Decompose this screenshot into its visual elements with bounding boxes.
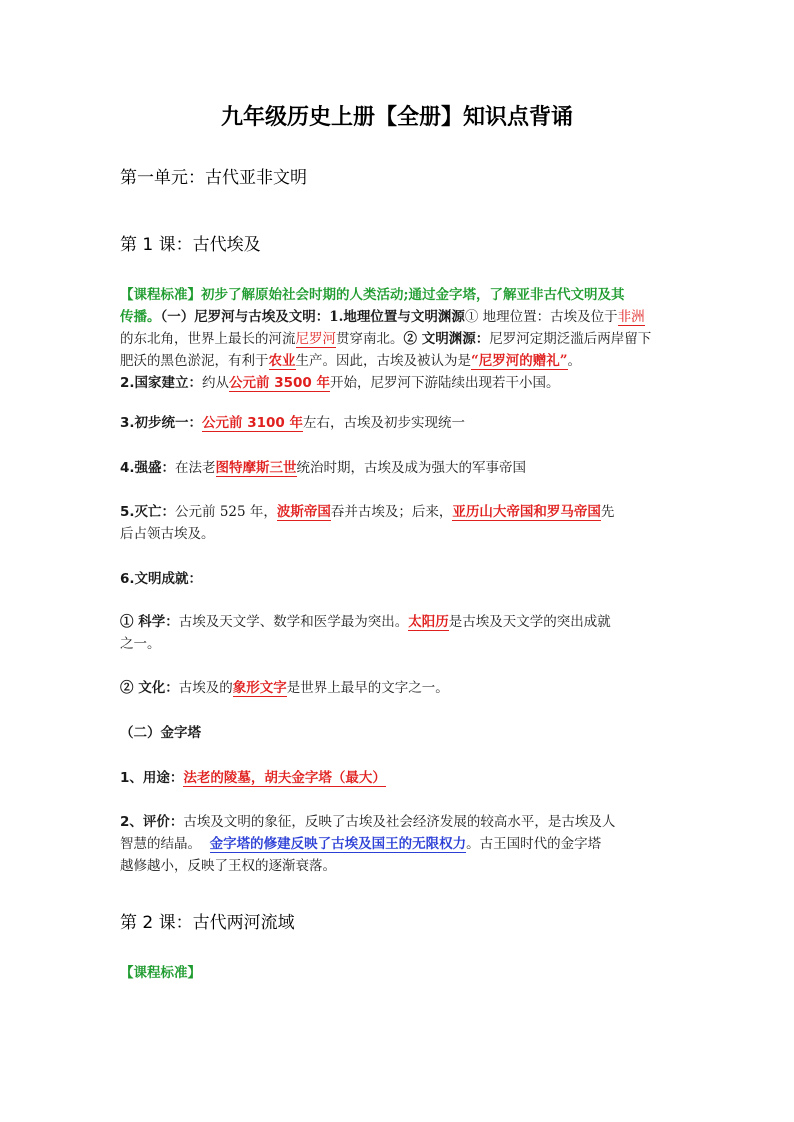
text: 开始，尼罗河下游陆续出现若干小国。 — [330, 375, 560, 391]
text: 的东北角，世界上最长的河流 — [120, 331, 296, 347]
text: 贯穿南北。 — [336, 331, 404, 347]
lesson2-standard: 【课程标准】 — [120, 965, 201, 981]
text: 吞并古埃及；后来， — [330, 504, 453, 520]
keyword-persia: 波斯帝国 — [276, 504, 331, 520]
text: 在法老 — [175, 460, 216, 476]
subsection-heading: 1.地理位置与文明渊源 — [329, 309, 465, 325]
subsection-heading: ② 文明渊源： — [403, 331, 490, 347]
section-heading: （一）尼罗河与古埃及文明： — [160, 309, 330, 325]
text: 左右，古埃及初步实现统一 — [303, 415, 466, 431]
text: 公元前 525 年， — [175, 504, 277, 520]
point-label: ① 科学： — [120, 614, 179, 630]
point-label: 1、用途： — [120, 770, 184, 786]
point-label: 5.灭亡： — [120, 504, 176, 520]
text: 先 — [600, 504, 615, 520]
point-label: 6.文明成就： — [120, 571, 203, 587]
point-6 — [120, 568, 678, 590]
keyword-hieroglyphs: 象形文字 — [232, 680, 287, 696]
keyword-royal-power: 金字塔的修建反映了古埃及国王的无限权力 — [209, 836, 467, 852]
keyword-pharaoh: 图特摩斯三世 — [215, 460, 297, 476]
text: 尼罗河定期泛滥后两岸留下 — [489, 331, 652, 347]
keyword-agriculture: 农业 — [268, 353, 296, 369]
keyword-gift-of-nile: “尼罗河的赠礼” — [471, 353, 568, 369]
text: 肥沃的黑色淤泥，有利于 — [120, 353, 269, 369]
section-2-heading: （二）金字塔 — [120, 725, 201, 741]
lesson-heading: 第 1 课：古代埃及 — [120, 235, 261, 255]
keyword-date: 公元前 3500 年 — [229, 375, 331, 391]
point-label: 2、评价： — [120, 814, 184, 830]
keyword-solar-calendar: 太阳历 — [408, 614, 449, 630]
unit-heading: 第一单元：古代亚非文明 — [120, 168, 307, 188]
point-label: 3.初步统一： — [120, 415, 203, 431]
point-4 — [120, 457, 678, 479]
point-3 — [120, 412, 678, 434]
text: 越修越小，反映了王权的逐渐衰落。 — [120, 858, 336, 874]
text: 。 — [567, 353, 582, 369]
point-label: 4.强盛： — [120, 460, 176, 476]
keyword-date: 公元前 3100 年 — [202, 415, 304, 431]
text: 古埃及文明的象征，反映了古埃及社会经济发展的较高水平，是古埃及人 — [183, 814, 616, 830]
point-6-culture — [120, 677, 678, 699]
course-standard-text: 初步了解原始社会时期的人类活动;通过金字塔，了解亚非古代文明及其 — [201, 287, 625, 303]
point-5 — [120, 501, 678, 545]
text: 生产。因此，古埃及被认为是 — [295, 353, 471, 369]
keyword-empires: 亚历山大帝国和罗马帝国 — [452, 504, 601, 520]
text: 之一。 — [120, 636, 161, 652]
text: 。古王国时代的金字塔 — [466, 836, 602, 852]
course-standard-text-2: 传播。 — [120, 309, 161, 325]
text: 古埃及的 — [178, 680, 233, 696]
page-title: 九年级历史上册【全册】知识点背诵 — [220, 105, 573, 130]
text: 统治时期，古埃及成为强大的军事帝国 — [296, 460, 527, 476]
keyword-africa: 非洲 — [617, 309, 645, 325]
course-standard-label: 【课程标准】 — [120, 287, 201, 303]
lesson-heading: 第 2 课：古代两河流域 — [120, 913, 295, 933]
text: 智慧的结晶。 — [120, 836, 201, 852]
text: 是世界上最早的文字之一。 — [286, 680, 449, 696]
keyword-pyramid-use: 法老的陵墓，胡夫金字塔（最大） — [183, 770, 386, 786]
text: 后占领古埃及。 — [120, 526, 215, 542]
lesson1-intro — [120, 284, 678, 394]
text: ① 地理位置：古埃及位于 — [464, 309, 618, 325]
point-label: ② 文化： — [120, 680, 179, 696]
text: 古埃及天文学、数学和医学最为突出。 — [178, 614, 409, 630]
pyramid-use — [120, 767, 678, 789]
point-label: 2.国家建立： — [120, 375, 203, 391]
text: 约从 — [202, 375, 230, 391]
keyword-nile: 尼罗河 — [295, 331, 336, 347]
text: 是古埃及天文学的突出成就 — [448, 614, 611, 630]
pyramid-evaluation — [120, 811, 678, 877]
point-6-science — [120, 611, 678, 655]
